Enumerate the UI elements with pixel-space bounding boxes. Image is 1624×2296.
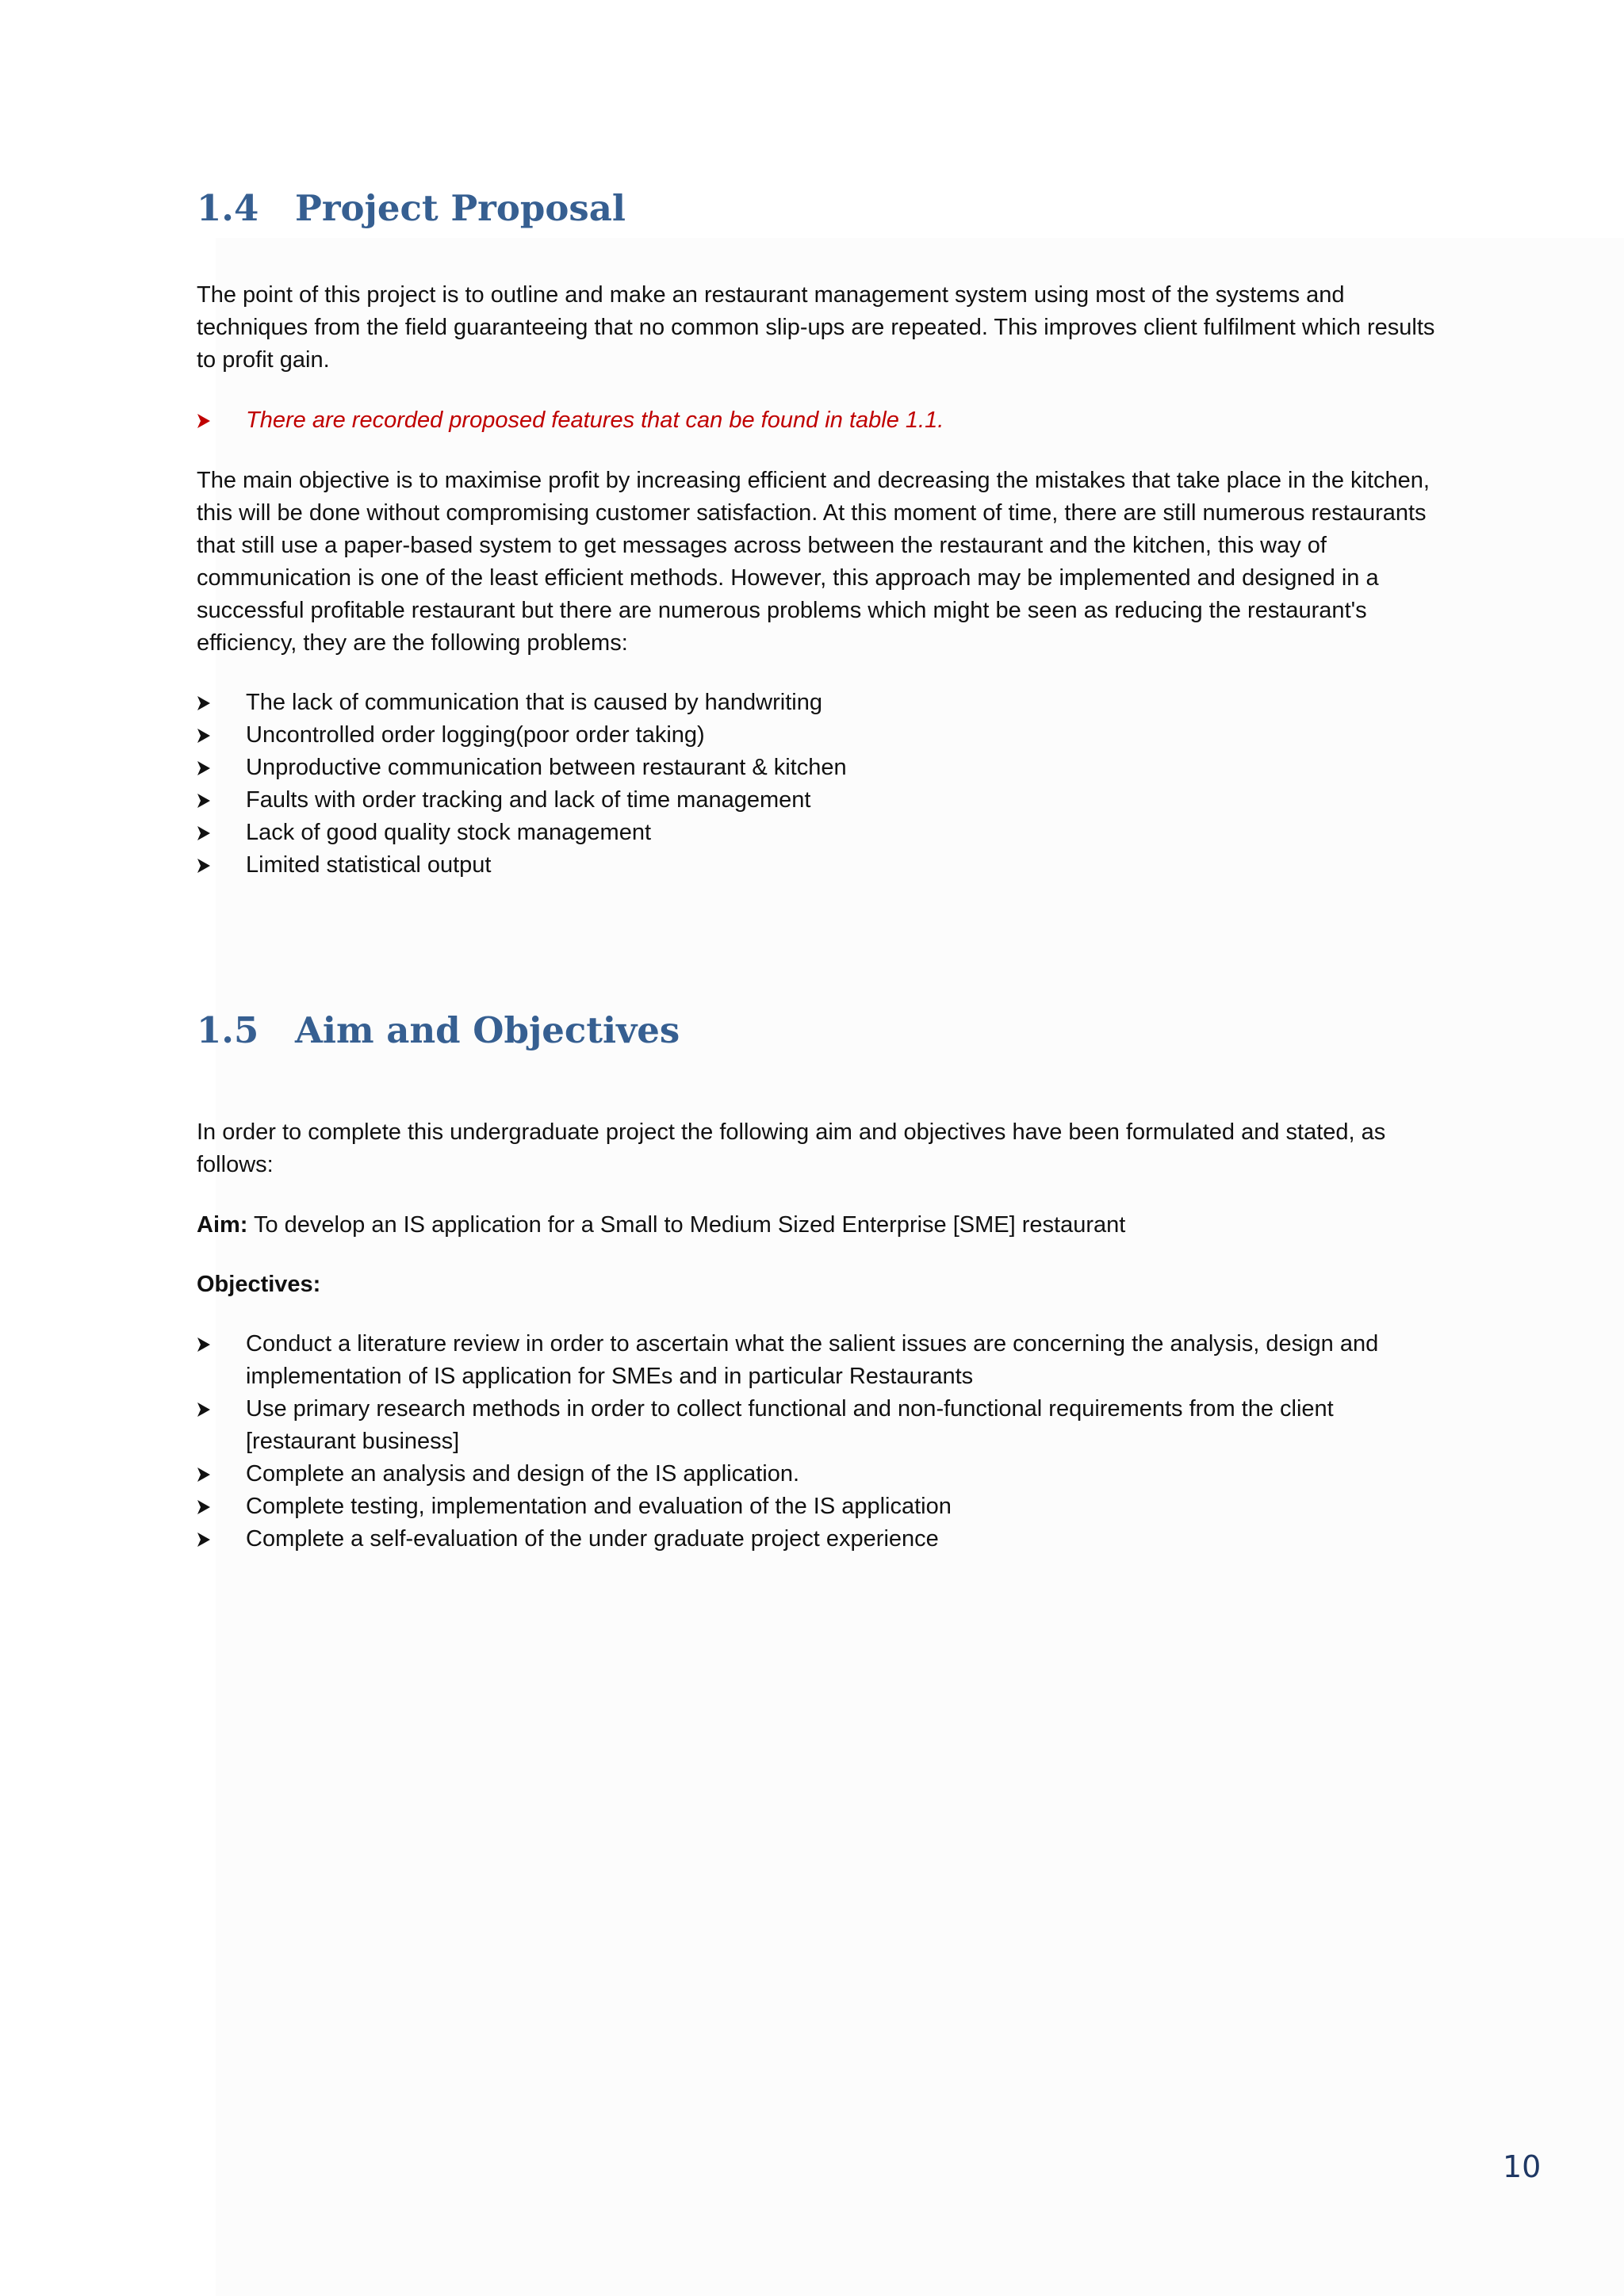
objective-text: Conduct a literature review in order to ascertain what the salient issues are concerning the analysis, design and implementation of IS application for SMEs and in particular Restaurants <box>246 1331 1379 1389</box>
problem-text: Unproductive communication between restaurant & kitchen <box>246 755 847 780</box>
arrow-bullet-icon <box>197 817 228 841</box>
objectives-label-line <box>197 1269 1450 1301</box>
arrow-bullet-icon <box>197 1523 228 1548</box>
aim-objectives-intro: In order to complete this undergraduate project the following aim and objectives have been formulated and stated, as follows: <box>197 1119 1386 1177</box>
section-number: 1.4 <box>197 187 259 229</box>
arrow-bullet-icon <box>197 1490 228 1515</box>
list-item <box>197 752 1450 784</box>
section-heading-aim-and-objectives <box>197 1009 680 1051</box>
objectives-label: Objectives: <box>197 1272 321 1297</box>
list-item <box>197 1328 1450 1393</box>
objectives-list <box>197 1328 1450 1556</box>
page-number: 10 <box>1503 2149 1542 2184</box>
list-item <box>197 784 1450 817</box>
problem-text: Limited statistical output <box>246 852 492 878</box>
arrow-bullet-icon <box>197 1328 228 1353</box>
problems-list <box>197 687 1450 882</box>
aim-label: Aim: <box>197 1212 248 1238</box>
list-item <box>197 849 1450 882</box>
objective-text: Complete a self-evaluation of the under graduate project experience <box>246 1526 939 1552</box>
aim-text: To develop an IS application for a Small to Medium Sized Enterprise [SME] restaurant <box>247 1212 1126 1238</box>
objective-text: Complete testing, implementation and evaluation of the IS application <box>246 1494 952 1519</box>
project-proposal-intro: The point of this project is to outline and make an restaurant management system using most of the systems and techniques from the field guaranteeing that no common slip-ups are repeated. This improves client fulfilment which results to profit gain. <box>197 282 1435 373</box>
arrow-bullet-icon <box>197 849 228 874</box>
list-item <box>197 1523 1450 1556</box>
list-item <box>197 817 1450 849</box>
list-item <box>197 719 1450 752</box>
problem-text: The lack of communication that is caused by handwriting <box>246 690 822 715</box>
list-item <box>197 1393 1450 1458</box>
objective-text: Complete an analysis and design of the IS application. <box>246 1461 800 1487</box>
list-item <box>197 1490 1450 1523</box>
arrow-bullet-icon <box>197 404 228 429</box>
proposal-note-list <box>197 404 1450 437</box>
arrow-bullet-icon <box>197 784 228 809</box>
arrow-bullet-icon <box>197 752 228 776</box>
section-title: Project Proposal <box>295 187 626 229</box>
arrow-bullet-icon <box>197 1458 228 1483</box>
section-title: Aim and Objectives <box>295 1009 680 1051</box>
list-item <box>197 404 1450 437</box>
problem-text: Faults with order tracking and lack of time management <box>246 787 811 813</box>
main-objective-paragraph: The main objective is to maximise profit by increasing efficient and decreasing the mistakes that take place in the kitchen, this will be done without compromising customer satisfaction. At this moment of time, there are still numerous restaurants that still use a paper-based system to get messages across between the restaurant and the kitchen, this way of communication is one of the least efficient methods. However, this approach may be implemented and designed in a successful profitable restaurant but there are numerous problems which might be seen as reducing the restaurant's efficiency, they are the following problems: <box>197 468 1430 656</box>
objective-text: Use primary research methods in order to collect functional and non-functional requirements from the client [restaurant business] <box>246 1396 1334 1454</box>
list-item <box>197 687 1450 719</box>
section-number: 1.5 <box>197 1009 259 1051</box>
arrow-bullet-icon <box>197 719 228 744</box>
proposal-note: There are recorded proposed features that can be found in table 1.1. <box>246 408 944 433</box>
aim-statement <box>197 1209 1450 1242</box>
arrow-bullet-icon <box>197 687 228 711</box>
list-item <box>197 1458 1450 1490</box>
problem-text: Uncontrolled order logging(poor order taking) <box>246 722 705 748</box>
arrow-bullet-icon <box>197 1393 228 1418</box>
problem-text: Lack of good quality stock management <box>246 820 652 845</box>
section-heading-project-proposal <box>197 187 626 229</box>
